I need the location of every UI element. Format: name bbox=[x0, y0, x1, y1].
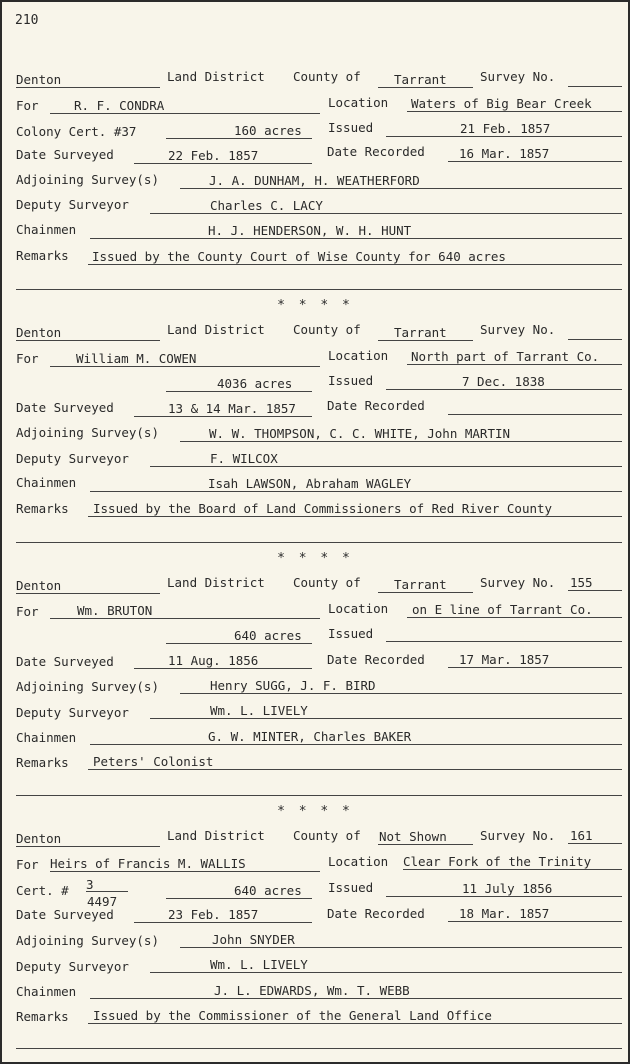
for-value: Wm. BRUTON bbox=[77, 603, 153, 618]
for-value: R. F. CONDRA bbox=[74, 98, 165, 113]
for-line bbox=[50, 366, 320, 367]
county-label: County of bbox=[293, 828, 361, 843]
cert-denominator: 4497 bbox=[87, 894, 118, 909]
date-recorded-line bbox=[448, 161, 622, 162]
acres-line bbox=[166, 391, 312, 392]
chainmen-line bbox=[90, 744, 622, 745]
district-line bbox=[16, 87, 160, 88]
survey-no-label: Survey No. bbox=[480, 828, 556, 843]
district-line bbox=[16, 846, 160, 847]
adjoining-value: Henry SUGG, J. F. BIRD bbox=[210, 678, 376, 693]
acres-line bbox=[166, 643, 312, 644]
for-line bbox=[50, 871, 320, 872]
deputy-label: Deputy Surveyor bbox=[16, 197, 129, 212]
remarks-value: Issued by the Commissioner of the General Land Office bbox=[93, 1008, 492, 1023]
cert-numerator: 3 bbox=[86, 877, 94, 892]
acres-value: 4036 acres bbox=[217, 376, 293, 391]
date-surveyed-label: Date Surveyed bbox=[16, 907, 114, 922]
chainmen-label: Chainmen bbox=[16, 222, 77, 237]
for-value: William M. COWEN bbox=[76, 351, 197, 366]
survey-no-line bbox=[568, 86, 622, 87]
chainmen-value: H. J. HENDERSON, W. H. HUNT bbox=[208, 223, 412, 238]
chainmen-label: Chainmen bbox=[16, 984, 77, 999]
record-separator: * * * * bbox=[277, 298, 353, 313]
issued-label: Issued bbox=[328, 626, 374, 641]
cert-line bbox=[86, 891, 128, 892]
date-surveyed-value: 11 Aug. 1856 bbox=[168, 653, 259, 668]
issued-label: Issued bbox=[328, 880, 374, 895]
date-recorded-label: Date Recorded bbox=[327, 398, 425, 413]
deputy-value: Wm. L. LIVELY bbox=[210, 703, 308, 718]
date-recorded-line bbox=[448, 921, 622, 922]
chainmen-value: J. L. EDWARDS, Wm. T. WEBB bbox=[214, 983, 410, 998]
date-recorded-line bbox=[448, 414, 622, 415]
issued-line bbox=[386, 896, 622, 897]
date-surveyed-value: 23 Feb. 1857 bbox=[168, 907, 259, 922]
district-line bbox=[16, 340, 160, 341]
remarks-line-2 bbox=[16, 542, 622, 543]
remarks-line bbox=[88, 516, 622, 517]
location-line bbox=[407, 617, 622, 618]
issued-value: 21 Feb. 1857 bbox=[460, 121, 551, 136]
remarks-label: Remarks bbox=[16, 248, 69, 263]
deputy-value: Charles C. LACY bbox=[210, 198, 323, 213]
cert-label: Cert. # bbox=[16, 883, 69, 898]
location-line bbox=[407, 364, 622, 365]
remarks-line bbox=[88, 769, 622, 770]
adjoining-value: John SNYDER bbox=[212, 932, 295, 947]
land-district-label: Land District bbox=[167, 322, 265, 337]
acres-value: 640 acres bbox=[234, 628, 302, 643]
district-value: Denton bbox=[16, 72, 62, 87]
survey-no-line bbox=[568, 339, 622, 340]
remarks-line-2 bbox=[16, 795, 622, 796]
location-label: Location bbox=[328, 95, 389, 110]
date-recorded-label: Date Recorded bbox=[327, 144, 425, 159]
adjoining-line bbox=[180, 188, 622, 189]
issued-line bbox=[386, 389, 622, 390]
deputy-line bbox=[150, 213, 622, 214]
land-district-label: Land District bbox=[167, 828, 265, 843]
location-line bbox=[403, 869, 622, 870]
chainmen-value: G. W. MINTER, Charles BAKER bbox=[208, 729, 412, 744]
district-value: Denton bbox=[16, 325, 62, 340]
issued-label: Issued bbox=[328, 373, 374, 388]
location-value: North part of Tarrant Co. bbox=[411, 349, 600, 364]
date-surveyed-value: 22 Feb. 1857 bbox=[168, 148, 259, 163]
acres-line bbox=[166, 138, 312, 139]
location-value: Clear Fork of the Trinity bbox=[403, 854, 592, 869]
survey-no-line bbox=[568, 843, 622, 844]
county-value: Tarrant bbox=[394, 577, 447, 592]
location-value: Waters of Big Bear Creek bbox=[411, 96, 592, 111]
location-line bbox=[407, 111, 622, 112]
county-line bbox=[378, 844, 473, 845]
date-recorded-line bbox=[448, 667, 622, 668]
adjoining-line bbox=[180, 693, 622, 694]
date-recorded-value: 17 Mar. 1857 bbox=[459, 652, 550, 667]
record-separator: * * * * bbox=[277, 804, 353, 819]
issued-line bbox=[386, 136, 622, 137]
acres-value: 640 acres bbox=[234, 883, 302, 898]
deputy-line bbox=[150, 466, 622, 467]
for-label: For bbox=[16, 98, 39, 113]
date-surveyed-line bbox=[134, 922, 312, 923]
survey-no-label: Survey No. bbox=[480, 69, 556, 84]
adjoining-label: Adjoining Survey(s) bbox=[16, 679, 159, 694]
location-label: Location bbox=[328, 854, 389, 869]
remarks-value: Issued by the County Court of Wise County for 640 acres bbox=[92, 249, 506, 264]
deputy-label: Deputy Surveyor bbox=[16, 959, 129, 974]
land-district-label: Land District bbox=[167, 575, 265, 590]
land-district-label: Land District bbox=[167, 69, 265, 84]
county-label: County of bbox=[293, 322, 361, 337]
district-value: Denton bbox=[16, 831, 62, 846]
date-surveyed-label: Date Surveyed bbox=[16, 147, 114, 162]
deputy-line bbox=[150, 718, 622, 719]
remarks-value: Peters' Colonist bbox=[93, 754, 214, 769]
acres-value: 160 acres bbox=[234, 123, 302, 138]
county-line bbox=[378, 592, 473, 593]
for-line bbox=[50, 618, 320, 619]
date-surveyed-label: Date Surveyed bbox=[16, 654, 114, 669]
date-surveyed-line bbox=[134, 668, 312, 669]
remarks-label: Remarks bbox=[16, 501, 69, 516]
chainmen-label: Chainmen bbox=[16, 730, 77, 745]
survey-no-value: 161 bbox=[570, 828, 593, 843]
for-label: For bbox=[16, 857, 39, 872]
adjoining-value: J. A. DUNHAM, H. WEATHERFORD bbox=[209, 173, 420, 188]
acres-line bbox=[166, 898, 312, 899]
deputy-value: F. WILCOX bbox=[210, 451, 278, 466]
chainmen-label: Chainmen bbox=[16, 475, 77, 490]
survey-no-line bbox=[568, 590, 622, 591]
county-value: Not Shown bbox=[379, 829, 447, 844]
county-value: Tarrant bbox=[394, 72, 447, 87]
record-separator: * * * * bbox=[277, 551, 353, 566]
county-line bbox=[378, 340, 473, 341]
remarks-value: Issued by the Board of Land Commissioners of Red River County bbox=[93, 501, 553, 516]
date-recorded-value: 16 Mar. 1857 bbox=[459, 146, 550, 161]
date-surveyed-value: 13 & 14 Mar. 1857 bbox=[168, 401, 296, 416]
deputy-line bbox=[150, 972, 622, 973]
date-surveyed-line bbox=[134, 416, 312, 417]
date-recorded-label: Date Recorded bbox=[327, 906, 425, 921]
chainmen-line bbox=[90, 998, 622, 999]
county-value: Tarrant bbox=[394, 325, 447, 340]
adjoining-line bbox=[180, 947, 622, 948]
issued-value: 7 Dec. 1838 bbox=[462, 374, 545, 389]
chainmen-line bbox=[90, 238, 622, 239]
for-line bbox=[50, 113, 320, 114]
location-label: Location bbox=[328, 601, 389, 616]
deputy-label: Deputy Surveyor bbox=[16, 705, 129, 720]
deputy-label: Deputy Surveyor bbox=[16, 451, 129, 466]
date-surveyed-line bbox=[134, 163, 312, 164]
for-label: For bbox=[16, 604, 39, 619]
location-label: Location bbox=[328, 348, 389, 363]
adjoining-label: Adjoining Survey(s) bbox=[16, 425, 159, 440]
survey-no-label: Survey No. bbox=[480, 322, 556, 337]
remarks-label: Remarks bbox=[16, 1009, 69, 1024]
county-line bbox=[378, 87, 473, 88]
issued-label: Issued bbox=[328, 120, 374, 135]
colony-cert-label: Colony Cert. #37 bbox=[16, 124, 137, 139]
remarks-line bbox=[88, 1023, 622, 1024]
issued-line bbox=[386, 641, 622, 642]
for-value: Heirs of Francis M. WALLIS bbox=[50, 856, 246, 871]
chainmen-value: Isah LAWSON, Abraham WAGLEY bbox=[208, 476, 412, 491]
issued-value: 11 July 1856 bbox=[462, 881, 553, 896]
deputy-value: Wm. L. LIVELY bbox=[210, 957, 308, 972]
adjoining-label: Adjoining Survey(s) bbox=[16, 933, 159, 948]
county-label: County of bbox=[293, 69, 361, 84]
adjoining-line bbox=[180, 441, 622, 442]
remarks-label: Remarks bbox=[16, 755, 69, 770]
district-value: Denton bbox=[16, 578, 62, 593]
date-recorded-value: 18 Mar. 1857 bbox=[459, 906, 550, 921]
for-label: For bbox=[16, 351, 39, 366]
adjoining-label: Adjoining Survey(s) bbox=[16, 172, 159, 187]
page-number: 210 bbox=[15, 13, 39, 28]
date-surveyed-label: Date Surveyed bbox=[16, 400, 114, 415]
remarks-line bbox=[88, 264, 622, 265]
date-recorded-label: Date Recorded bbox=[327, 652, 425, 667]
chainmen-line bbox=[90, 491, 622, 492]
remarks-line-2 bbox=[16, 289, 622, 290]
location-value: on E line of Tarrant Co. bbox=[412, 602, 593, 617]
survey-no-value: 155 bbox=[570, 575, 593, 590]
district-line bbox=[16, 593, 160, 594]
county-label: County of bbox=[293, 575, 361, 590]
adjoining-value: W. W. THOMPSON, C. C. WHITE, John MARTIN bbox=[209, 426, 511, 441]
remarks-line-2 bbox=[16, 1048, 622, 1049]
survey-no-label: Survey No. bbox=[480, 575, 556, 590]
